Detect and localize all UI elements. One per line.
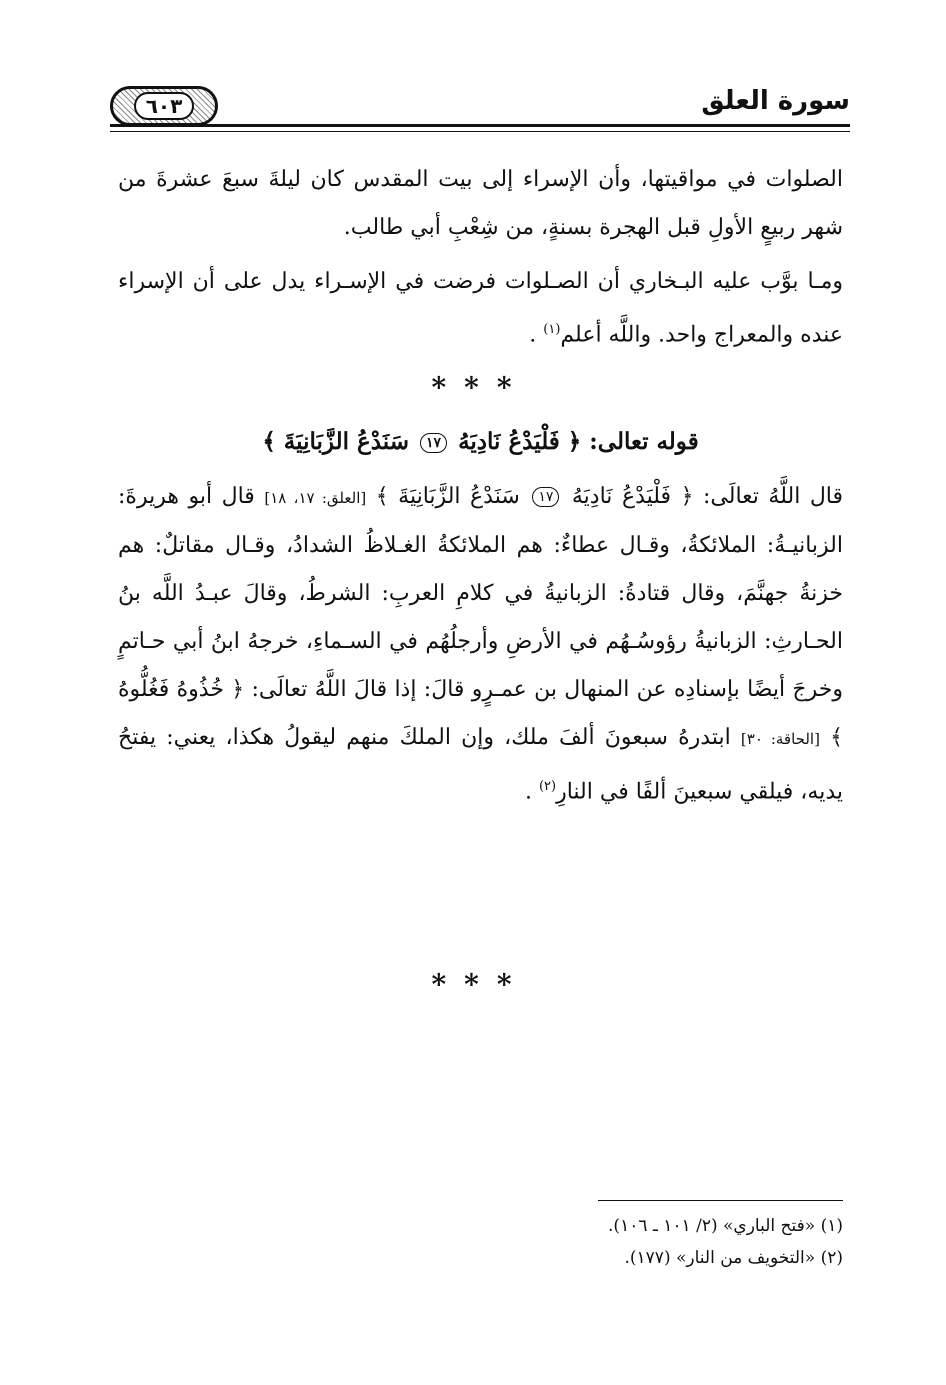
paragraph-3-end: . bbox=[524, 779, 539, 805]
footnote-rule bbox=[598, 1200, 843, 1201]
paragraph-2-end: . bbox=[529, 322, 544, 348]
paragraph-2 bbox=[118, 258, 843, 359]
paragraph-3-verse: قال اللَّهُ تعالَى: ﴿ فَلْيَدْعُ نَادِيَهُ bbox=[571, 484, 844, 510]
footnote-marker-1: (١) bbox=[543, 322, 561, 337]
aya-number-marker-2: ١٧ bbox=[532, 487, 559, 507]
section-separator-2: *** bbox=[431, 968, 530, 1001]
footnote-marker-2: (٢) bbox=[538, 779, 557, 795]
page-number-badge bbox=[110, 86, 218, 126]
paragraph-3 bbox=[118, 473, 843, 816]
paragraph-1: الصلوات في مواقيتها، وأن الإسراء إلى بيت المقدس كان ليلةَ سبعَ عشرةَ من شهر ربيعٍ الأولِ قبل الهجرة بسنةٍ، من شِعْبِ أبي طالب. bbox=[118, 167, 843, 240]
paragraph-3-verse-end: سَنَدْعُ الزَّبَانِيَةَ ﴾ bbox=[375, 484, 520, 510]
paragraph-2-text: ومـا بوَّب عليه البـخاري أن الصـلوات فرضت في الإسـراء يدل على أن الإسراء عنده والمعراج واحد. واللَّه أعلم bbox=[118, 269, 843, 348]
section-separator: *** bbox=[431, 371, 530, 405]
footnote-2: (٢) «التخويف من النار» (١٧٧). bbox=[624, 1248, 843, 1268]
main-text bbox=[118, 156, 843, 817]
header-rule-thin bbox=[110, 131, 850, 132]
header-rule-thick bbox=[110, 124, 850, 127]
footnote-1: (١) «فتح الباري» (٢/ ١٠١ ـ ١٠٦). bbox=[608, 1216, 843, 1236]
surah-title: سورة العلق bbox=[701, 86, 850, 116]
page-header bbox=[110, 76, 850, 136]
heading-text-end: سَنَدْعُ الزَّبَانِيَةَ ﴾ bbox=[262, 428, 409, 456]
quran-reference-2: [الحاقة: ٣٠] bbox=[740, 730, 820, 749]
section-heading bbox=[118, 417, 843, 467]
aya-number-marker: ١٧ bbox=[420, 433, 447, 453]
quran-reference: [العلق: ١٧، ١٨] bbox=[264, 489, 367, 508]
paragraph-3-text: قال أبو هريرةَ: الزبانيـةُ: الملائكةُ، وقـال عطاءٌ: هم الملائكةُ الغـلاظُ الشدادُ، وقـال مقاتلٌ: هم خزنةُ جهنَّمَ، وقال قتادةُ: الزبانيةُ في كلامِ العربِ: الشرطُ، وقالَ عبـدُ اللَّه بنُ الحـارثِ: الزبانيةُ رؤوسُـهُم في الأرضِ وأرجلُهُم في السـماءِ، خرجهُ ابنُ أبي حـاتمٍ وخرجَ أيضًا بإسنادِه عن المنهال بن عمـرٍو قالَ: إذا قالَ اللَّهُ تعالَى: ﴿ خُذُوهُ فَغُلُّوهُ ﴾ bbox=[118, 484, 844, 751]
page-number: ٦٠٣ bbox=[134, 92, 195, 120]
paragraph-3-tail: ابتدرهُ سبعونَ ألفَ ملك، وإن الملكَ منهم ليقولُ هكذا، يعني: يفتحُ يديه، فيلقي سبعينَ ألفًا في النارِ bbox=[118, 725, 843, 805]
footnotes bbox=[118, 1210, 843, 1274]
heading-text-start: قوله تعالى: ﴿ فَلْيَدْعُ نَادِيَهُ bbox=[458, 428, 699, 456]
